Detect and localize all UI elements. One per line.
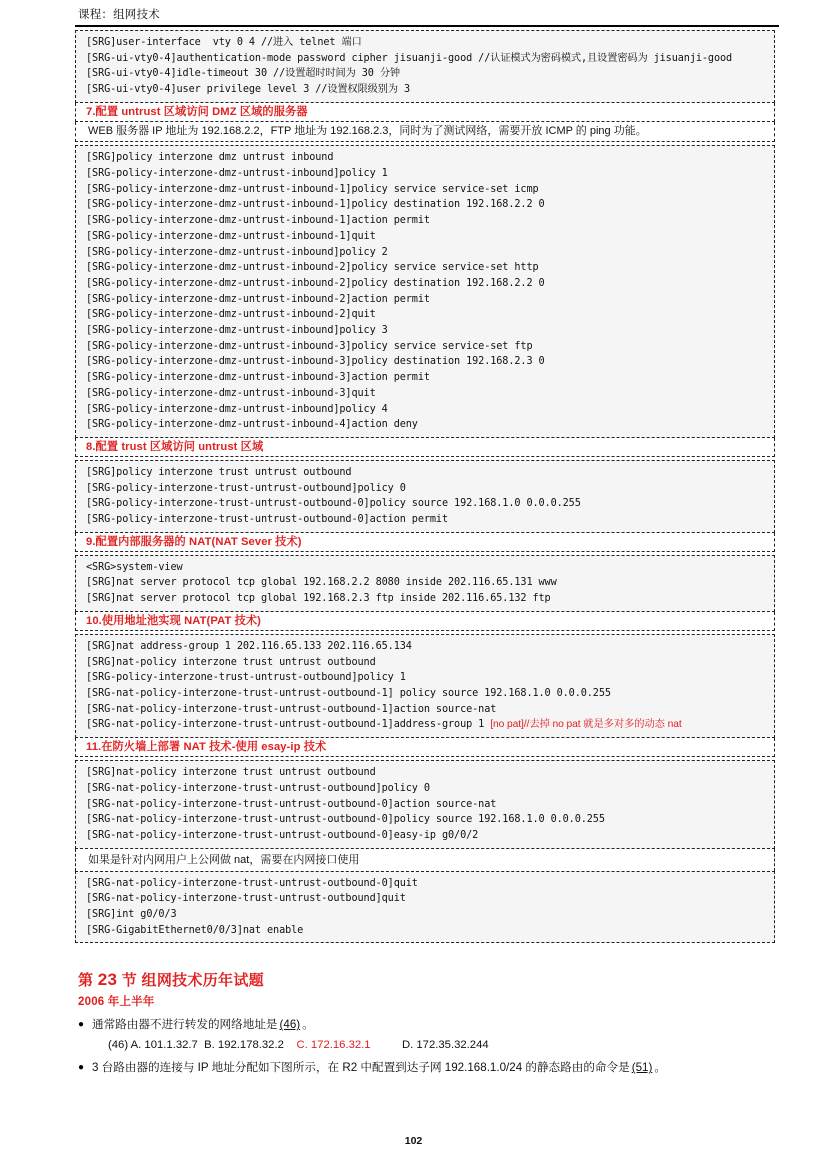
question-text-fragment: 通常路由器不进行转发的网络地址是: [92, 1018, 278, 1032]
code-line: [SRG-policy-interzone-dmz-untrust-inbound-1]action permit: [86, 215, 430, 227]
code-line: [SRG-policy-interzone-dmz-untrust-inbound-3]quit: [86, 387, 376, 399]
exam-title-prefix: 第: [78, 972, 98, 990]
code-line: [SRG]user-interface vty 0 4 //进入 telnet 端口: [86, 37, 362, 48]
page-header: [0, 0, 827, 25]
code-line: [SRG-policy-interzone-dmz-untrust-inbound-1]policy destination 192.168.2.2 0: [86, 199, 545, 211]
code-block: [75, 871, 775, 944]
inline-note: 如果是针对内网用户上公网做 nat，需要在内网接口使用: [75, 849, 775, 871]
code-block: [75, 555, 775, 612]
course-label: 课程：组网技术: [78, 9, 160, 21]
code-line: [SRG-ui-vty0-4]authentication-mode password cipher jisuanji-good //认证模式为密码模式,且设置密码为 jisuanji-good: [86, 52, 733, 64]
exam-title-number: 23: [97, 970, 118, 990]
section-heading: 8.配置 trust 区域访问 untrust 区域: [75, 438, 775, 457]
code-line: [SRG-policy-interzone-dmz-untrust-inbound-3]action permit: [86, 372, 430, 384]
question-text-fragment: 。: [654, 1061, 666, 1075]
code-line: [SRG-nat-policy-interzone-trust-untrust-outbound-1] policy source 192.168.1.0 0.0.0.255: [86, 688, 611, 699]
answer-option[interactable]: A. 101.1.32.7: [130, 1039, 198, 1052]
code-line: [SRG-policy-interzone-dmz-untrust-inbound-2]policy service service-set http: [86, 262, 539, 274]
code-line: [SRG]nat server protocol tcp global 192.168.2.2 8080 inside 202.116.65.131 www: [86, 577, 557, 589]
code-line: [SRG-nat-policy-interzone-trust-untrust-outbound-0]easy-ip g0/0/2: [86, 829, 479, 841]
code-line: [SRG-policy-interzone-dmz-untrust-inbound-1]policy service service-set icmp: [86, 183, 539, 195]
code-line: [SRG]int g0/0/3: [86, 909, 177, 921]
code-line: [SRG-policy-interzone-dmz-untrust-inbound-2]policy destination 192.168.2.2 0: [86, 277, 545, 289]
code-line: [SRG-policy-interzone-dmz-untrust-inbound-2]action permit: [86, 293, 430, 305]
bullet-icon: ●: [78, 1062, 85, 1074]
code-line: [SRG-nat-policy-interzone-trust-untrust-outbound-0]quit: [86, 877, 418, 889]
question-text: [92, 1015, 775, 1035]
section-heading: 10.使用地址池实现 NAT(PAT 技术): [75, 612, 775, 631]
code-line: [SRG-policy-interzone-trust-untrust-outbound]policy 1: [86, 672, 406, 684]
question-text: [92, 1058, 775, 1078]
page-number: 102: [404, 1135, 423, 1147]
code-line: [SRG-policy-interzone-dmz-untrust-inbound]policy 2: [86, 246, 388, 258]
code-block: [75, 145, 775, 438]
code-line: [SRG-nat-policy-interzone-trust-untrust-outbound]policy 0: [86, 782, 430, 794]
exam-year-label: 2006 年上半年: [78, 996, 155, 1009]
code-line: [SRG-policy-interzone-dmz-untrust-inbound]policy 4: [86, 403, 388, 415]
document-content: [0, 27, 827, 1078]
code-red-comment: [no pat]//去掉 no pat 就是多对多的动态 nat: [490, 719, 682, 731]
section-note: WEB 服务器 IP 地址为 192.168.2.2，FTP 地址为 192.168.2.3，同时为了测试网络，需要开放 ICMP 的 ping 功能。: [75, 122, 775, 143]
answer-option[interactable]: B. 192.178.32.2: [204, 1039, 284, 1052]
answer-options: [78, 1036, 775, 1054]
answer-blank[interactable]: (46): [279, 1018, 301, 1032]
code-command: [SRG-nat-policy-interzone-trust-untrust-outbound-1]address-group 1: [86, 719, 491, 731]
section-heading: 7.配置 untrust 区域访问 DMZ 区域的服务器: [75, 103, 775, 122]
answer-option[interactable]: D. 172.35.32.244: [401, 1039, 489, 1052]
code-line: [SRG-policy-interzone-dmz-untrust-inbound]policy 1: [86, 168, 388, 180]
code-line: [SRG]policy interzone dmz untrust inbound: [86, 152, 334, 164]
question-row: [78, 1058, 775, 1078]
code-line: [SRG-policy-interzone-trust-untrust-outbound]policy 0: [86, 482, 406, 494]
code-line: [SRG-policy-interzone-dmz-untrust-inbound-1]quit: [86, 230, 376, 242]
code-line: [SRG-nat-policy-interzone-trust-untrust-outbound-0]action source-nat: [86, 798, 497, 810]
exam-section: [75, 969, 775, 1078]
option-group-label: (46): [108, 1039, 129, 1052]
code-line: [SRG-policy-interzone-dmz-untrust-inbound-3]policy service service-set ftp: [86, 340, 533, 352]
code-line: [SRG-nat-policy-interzone-trust-untrust-outbound-1]action source-nat: [86, 703, 497, 715]
page-footer: [0, 1135, 827, 1147]
code-line: [SRG]nat-policy interzone trust untrust outbound: [86, 656, 376, 668]
code-line: [SRG]nat-policy interzone trust untrust outbound: [86, 767, 376, 779]
content-blocks: [75, 30, 775, 943]
code-line: [SRG]nat address-group 1 202.116.65.133 202.116.65.134: [86, 640, 412, 652]
section-heading: 11.在防火墙上部署 NAT 技术-使用 esay-ip 技术: [75, 738, 775, 757]
code-block: [75, 460, 775, 533]
code-line: [SRG-policy-interzone-trust-untrust-outbound-0]action permit: [86, 514, 449, 526]
exam-section-title: [78, 969, 775, 992]
code-block: [75, 760, 775, 849]
question-row: [78, 1015, 775, 1035]
code-line: [SRG-policy-interzone-trust-untrust-outbound-0]policy source 192.168.1.0 0.0.0.255: [86, 498, 581, 510]
code-line: [SRG-policy-interzone-dmz-untrust-inbound-4]action deny: [86, 419, 418, 431]
code-line: [SRG-policy-interzone-dmz-untrust-inbound]policy 3: [86, 325, 388, 337]
code-block: [75, 634, 775, 738]
code-block: [75, 30, 775, 103]
code-line: <SRG>system-view: [86, 561, 183, 573]
answer-blank[interactable]: (51): [631, 1061, 653, 1075]
code-line: [SRG-policy-interzone-dmz-untrust-inbound-2]quit: [86, 309, 376, 321]
exam-title-suffix: 节 组网技术历年试题: [117, 972, 264, 990]
code-line: [SRG-nat-policy-interzone-trust-untrust-outbound]quit: [86, 893, 406, 905]
code-line: [SRG-nat-policy-interzone-trust-untrust-outbound-0]policy source 192.168.1.0 0.0.0.255: [86, 814, 605, 826]
code-line: [SRG-ui-vty0-4]user privilege level 3 //设置权限级别为 3: [86, 84, 411, 96]
exam-questions: [78, 1015, 775, 1078]
code-line: [SRG-policy-interzone-dmz-untrust-inbound-3]policy destination 192.168.2.3 0: [86, 356, 545, 368]
bullet-icon: ●: [78, 1019, 85, 1031]
code-line: [SRG-ui-vty0-4]idle-timeout 30 //设置超时时间为 30 分钟: [86, 68, 401, 80]
code-line: [SRG]nat server protocol tcp global 192.168.2.3 ftp inside 202.116.65.132 ftp: [86, 593, 551, 605]
code-line-with-comment: [86, 717, 768, 733]
answer-option[interactable]: C. 172.16.32.1: [296, 1039, 371, 1052]
question-text-fragment: 。: [302, 1018, 314, 1032]
code-line: [SRG-GigabitEthernet0/0/3]nat enable: [86, 924, 304, 936]
question-text-fragment: 3 台路由器的连接与 IP 地址分配如下图所示，在 R2 中配置到达子网 192.168.1.0/24 的静态路由的命令是: [92, 1061, 630, 1075]
code-line: [SRG]policy interzone trust untrust outbound: [86, 466, 352, 478]
section-heading: 9.配置内部服务器的 NAT(NAT Sever 技术): [75, 533, 775, 552]
